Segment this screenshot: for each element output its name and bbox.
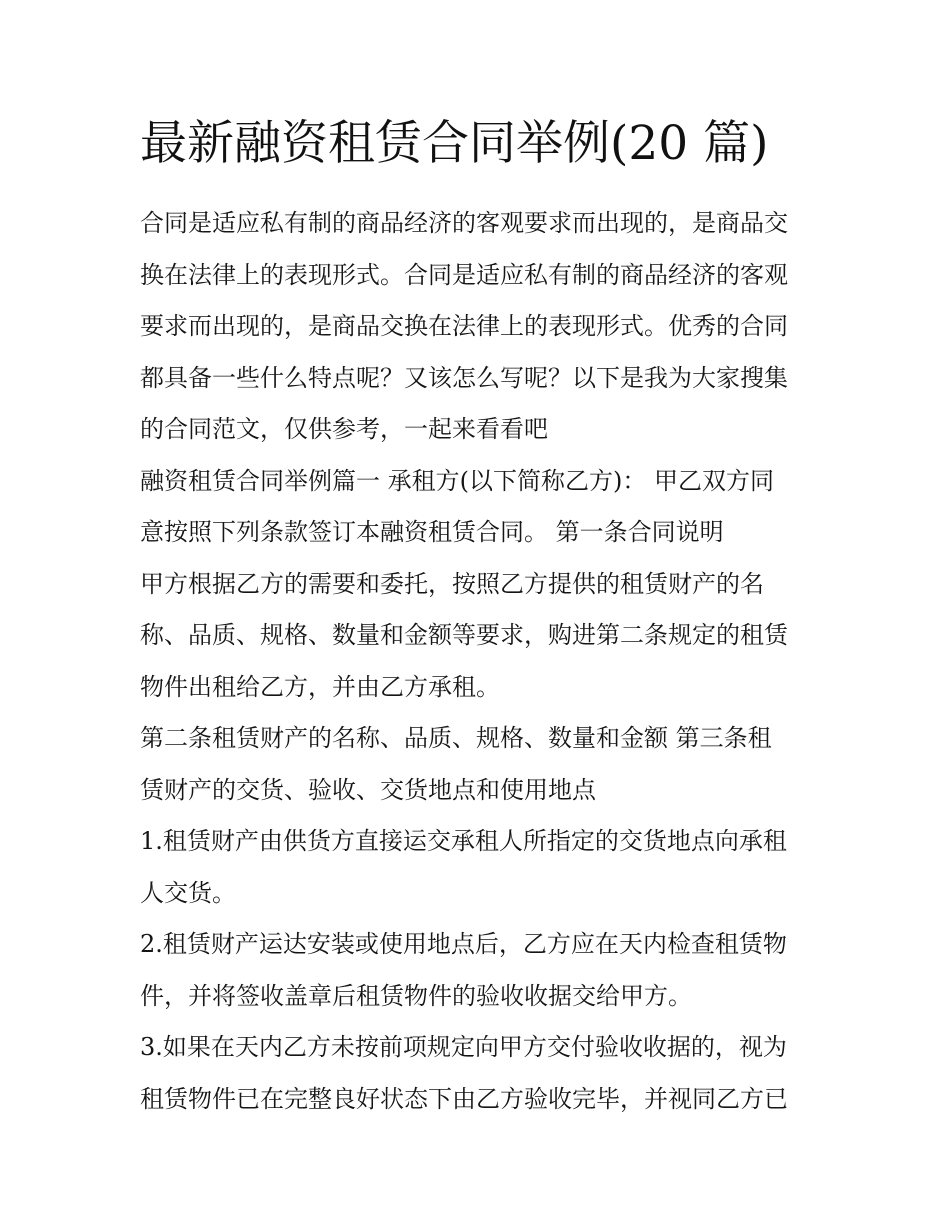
body-line: 称、品质、规格、数量和金额等要求，购进第二条规定的租赁 [140,621,788,649]
body-line: 合同是适应私有制的商品经济的客观要求而出现的，是商品交 [140,209,788,237]
body-line: 第二条租赁财产的名称、品质、规格、数量和金额 第三条租 [140,724,772,752]
body-line: 物件出租给乙方，并由乙方承租。 [140,672,500,701]
body-line: 3.如果在天内乙方未按前项规定向甲方交付验收收据的，视为 [140,1033,787,1061]
body-line: 甲方根据乙方的需要和委托，按照乙方提供的租赁财产的名 [140,569,764,598]
body-line: 融资租赁合同举例篇一 承租方(以下简称乙方)： 甲乙双方同 [140,466,774,495]
body-line: 租赁物件已在完整良好状态下由乙方验收完毕，并视同乙方已 [140,1084,788,1113]
body-line: 2.租赁财产运达安装或使用地点后，乙方应在天内检查租赁物 [140,930,787,958]
body-line: 意按照下列条款签订本融资租赁合同。 第一条合同说明 [140,518,724,546]
body-line: 换在法律上的表现形式。合同是适应私有制的商品经济的客观 [140,260,788,289]
body-line: 都具备一些什么特点呢？又该怎么写呢？以下是我为大家搜集 [140,363,788,392]
document-body [140,198,820,1125]
body-line: 赁财产的交货、验收、交货地点和使用地点 [140,775,596,804]
body-line: 的合同范文，仅供参考，一起来看看吧 [140,415,548,443]
body-line: 人交货。 [140,878,236,907]
body-line: 件，并将签收盖章后租赁物件的验收收据交给甲方。 [140,981,692,1010]
body-line: 要求而出现的，是商品交换在法律上的表现形式。优秀的合同 [140,312,788,340]
document-title: 最新融资租赁合同举例(20 篇) [140,116,769,171]
body-line: 1.租赁财产由供货方直接运交承租人所指定的交货地点向承租 [140,827,787,855]
